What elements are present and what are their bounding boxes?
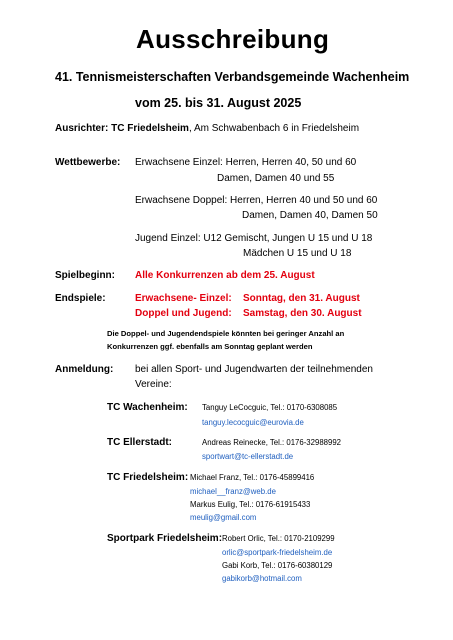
contact-email-link[interactable]: tanguy.lecocguic@eurovia.de [202,418,304,427]
page-subtitle: 41. Tennismeisterschaften Verbandsgemeinde Wachenheim [55,70,410,84]
start-value: Alle Konkurrenzen ab dem 25. August [135,270,315,281]
contact-email-link[interactable]: orlic@sportpark-friedelsheim.de [222,548,333,557]
club-contact: Michael Franz, Tel.: 0176-45899416 [190,473,315,482]
registration-label: Anmeldung: [55,364,114,375]
finals-category: Doppel und Jugend: [135,308,232,319]
competition-line: Mädchen U 15 und U 18 [243,248,352,259]
page-title: Ausschreibung [136,24,330,54]
organizer-club: TC Friedelsheim [111,123,189,134]
event-dates: vom 25. bis 31. August 2025 [135,96,302,110]
competition-line: Damen, Damen 40, Damen 50 [242,210,378,221]
organizer-line [55,123,359,134]
competitions-label: Wettbewerbe: [55,157,121,168]
finals-note-line: Die Doppel- und Jugendendspiele könnten bei geringer Anzahl an [107,329,345,338]
club-contact: Markus Eulig, Tel.: 0176-61915433 [190,500,311,509]
club-contact: Robert Orlic, Tel.: 0170-2109299 [222,534,335,543]
finals-category: Erwachsene- Einzel: [135,293,232,304]
registration-text: Vereine: [135,379,172,390]
finals-date: Sonntag, den 31. August [243,293,360,304]
club-contact: Andreas Reinecke, Tel.: 0176-32988992 [202,438,341,447]
club-contact: Gabi Korb, Tel.: 0176-60380129 [222,561,333,570]
finals-label: Endspiele: [55,293,106,304]
contact-email-link[interactable]: meulig@gmail.com [190,513,257,522]
registration-text: bei allen Sport- und Jugendwarten der teilnehmenden [135,364,373,375]
contact-email-link[interactable]: sportwart@tc-ellerstadt.de [202,452,294,461]
competition-line: Erwachsene Einzel: Herren, Herren 40, 50 und 60 [135,157,357,168]
club-contact: Tanguy LeCocguic, Tel.: 0170-6308085 [202,403,338,412]
contact-email-link[interactable]: michael__franz@web.de [190,487,276,496]
organizer-address: , Am Schwabenbach 6 in Friedelsheim [188,123,360,134]
competition-line: Jugend Einzel: U12 Gemischt, Jungen U 15 und U 18 [135,233,373,244]
finals-note-line: Konkurrenzen ggf. ebenfalls am Sonntag geplant werden [107,342,313,351]
competition-line: Erwachsene Doppel: Herren, Herren 40 und 50 und 60 [135,195,378,206]
club-name: TC Wachenheim: [107,402,188,413]
club-name: TC Ellerstadt: [107,437,173,448]
contact-email-link[interactable]: gabikorb@hotmail.com [222,574,302,583]
organizer-label: Ausrichter: [55,123,109,134]
finals-date: Samstag, den 30. August [243,308,362,319]
start-label: Spielbeginn: [55,270,115,281]
competition-line: Damen, Damen 40 und 55 [217,173,335,184]
club-name: TC Friedelsheim: [107,472,189,483]
club-name: Sportpark Friedelsheim: [107,533,223,544]
